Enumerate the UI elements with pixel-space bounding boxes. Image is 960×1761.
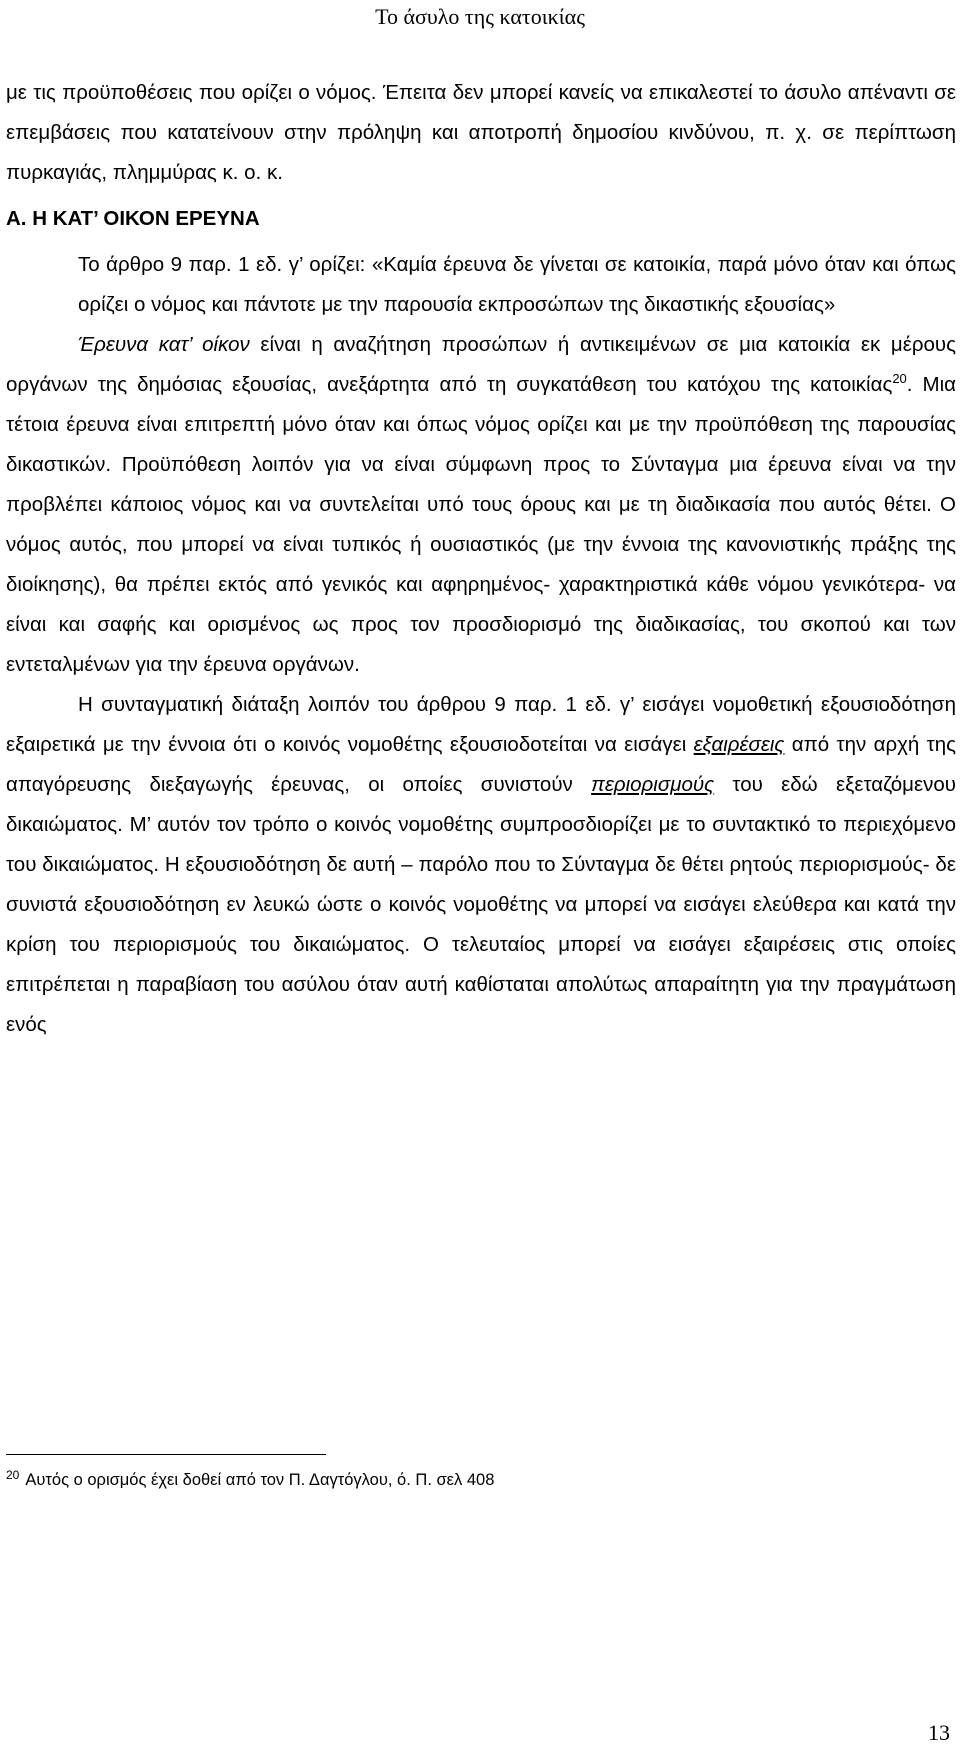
paragraph-article-9: Το άρθρο 9 παρ. 1 εδ. γ’ ορίζει: «Καμία έρευνα δε γίνεται σε κατοικία, παρά μόνο όταν και όπως ορίζει ο νόμος και πάντοτε με την παρουσία εκπροσώπων της δικαστικής εξουσίας»	[78, 253, 956, 316]
running-header	[0, 4, 960, 30]
paragraph-delegation	[6, 685, 956, 1045]
section-heading: Α. Η ΚΑΤ’ ΟΙΚΟΝ ΕΡΕΥΝΑ	[6, 207, 260, 230]
footnote-text: Αυτός ο ορισμός έχει δοθεί από τον Π. Δαγτόγλου, ό. Π. σελ 408	[25, 1471, 495, 1489]
emphasized-term-restrictions: περιορισμούς	[591, 773, 715, 796]
text-run: . Μια τέτοια έρευνα είναι επιτρεπτή μόνο όταν και όπως νόμος ορίζει και με την προϋπόθεση της παρουσίας δικαστικών. Προϋπόθεση λοιπόν για να είναι σύμφωνη προς το Σύνταγμα μια έρευνα είναι να την προβλέπει κάποιος νόμος και να συντελείται υπό τους όρους και με τη διαδικασία που αυτός θέτει. Ο νόμος αυτός, που μπορεί να είναι τυπικός ή ουσιαστικός (με την έννοια της κανονιστικής πράξης της διοίκησης), θα πρέπει εκτός από γενικός και αφηρημένος- χαρακτηριστικά κάθε νόμου γενικότερα- να είναι και σαφής και ορισμένος ως προς τον προσδιορισμό της διαδικασίας, του σκοπού και των εντεταλμένων για την έρευνα οργάνων.	[6, 373, 957, 676]
italic-term: Έρευνα κατ’ οίκον	[78, 333, 250, 356]
footnote-reference: 20	[892, 371, 907, 387]
footnote	[6, 1468, 946, 1492]
footnote-number: 20	[6, 1467, 20, 1482]
text-run: του εδώ εξεταζόμενου δικαιώματος. Μ’ αυτόν τον τρόπο ο κοινός νομοθέτης συμπροσδιορίζει με το συντακτικό το περιεχόμενο του δικαιώματος. Η εξουσιοδότηση δε αυτή – παρόλο που το Σύνταγμα δε θέτει ρητούς περιορισμούς- δε συνιστά εξουσιοδότηση εν λευκώ ώστε ο κοινός νομοθέτης να μπορεί να εισάγει ελεύθερα και κατά την κρίση του περιορισμούς του δικαιώματος. Ο τελευταίος μπορεί να εισάγει εξαιρέσεις στις οποίες επιτρέπεται η παραβίαση του ασύλου όταν αυτή καθίσταται απολύτως απαραίτητη για την πραγμάτωση ενός	[6, 773, 956, 1036]
text-run: είναι η αναζήτηση προσώπων ή αντικειμένων σε μια κατοικία εκ μέρους οργάνων της δημόσιας εξουσίας, ανεξάρτητα από τη συγκατάθεση του κατόχου της κατοικίας	[6, 333, 956, 396]
page-body	[6, 73, 956, 1045]
paragraph-intro: με τις προϋποθέσεις που ορίζει ο νόμος. Έπειτα δεν μπορεί κανείς να επικαλεστεί το άσυλο απέναντι σε επεμβάσεις που κατατείνουν στην πρόληψη και αποτροπή δημοσίου κινδύνου, π. χ. σε περίπτωση πυρκαγιάς, πλημμύρας κ. ο. κ.	[6, 81, 956, 184]
text-run: Η συνταγματική διάταξη λοιπόν του άρθρου 9 παρ. 1 εδ. γ’ εισάγει νομοθετική εξουσιοδότηση εξαιρετικά με την έννοια ότι ο κοινός νομοθέτης εξουσιοδοτείται να εισάγει	[6, 693, 956, 756]
page-number: 13	[928, 1720, 950, 1745]
footnote-separator	[6, 1454, 326, 1455]
header-title: Το άσυλο της κατοικίας	[375, 4, 585, 29]
paragraph-definition	[6, 325, 956, 685]
text-run: από την αρχή της απαγόρευσης διεξαγωγής έρευνας, οι οποίες συνιστούν	[6, 733, 956, 796]
emphasized-term-exceptions: εξαιρέσεις	[693, 733, 785, 756]
